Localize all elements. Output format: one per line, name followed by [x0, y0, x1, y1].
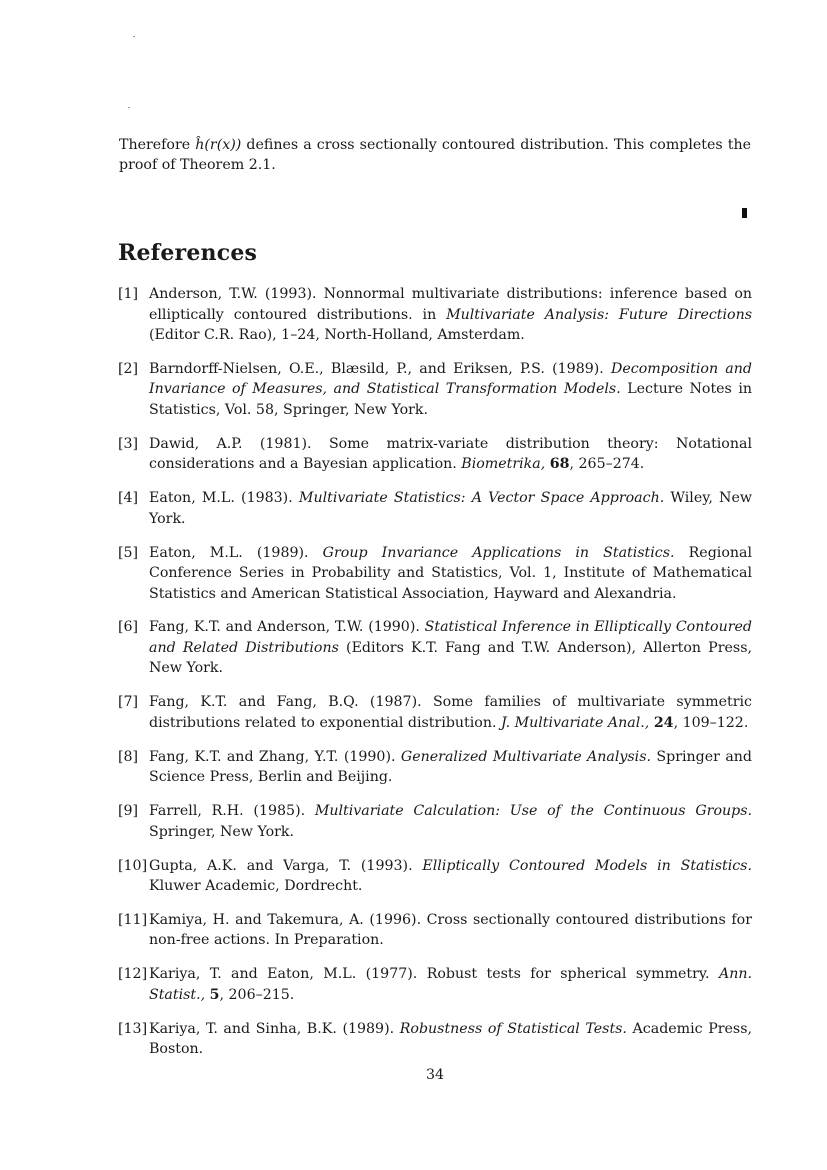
reference-text-segment: Multivariate Analysis: Future Directions: [446, 306, 752, 323]
reference-text-segment: Kariya, T. and Eaton, M.L. (1977). Robust tests for spherical symmetry.: [149, 966, 719, 983]
reference-text-segment: , 109–122.: [673, 714, 749, 731]
reference-text-segment: J. Multivariate Anal.,: [500, 714, 650, 731]
reference-text-segment: Eaton, M.L. (1983).: [149, 490, 299, 507]
reference-text: [149, 912, 752, 949]
reference-item: [118, 284, 752, 346]
reference-item: [118, 692, 752, 733]
reference-text: [149, 286, 752, 343]
reference-text: [149, 490, 752, 527]
reference-text-segment: Robustness of Statistical Tests.: [399, 1020, 627, 1037]
reference-text: [149, 694, 752, 731]
reference-number: [13]: [118, 1020, 148, 1037]
reference-text-segment: (Editors K.T. Fang and T.W. Anderson), Allerton Press, New York.: [149, 639, 752, 677]
references-heading: References: [118, 240, 258, 266]
reference-item: [118, 434, 752, 475]
reference-text-segment: Generalized Multivariate Analysis.: [400, 748, 652, 765]
reference-number: [2]: [118, 360, 139, 377]
reference-text-segment: Springer, New York.: [149, 823, 295, 840]
reference-number: [1]: [118, 286, 139, 302]
reference-text-segment: Decomposition and Invariance of Measures, and Statistical Transformation Models.: [149, 360, 752, 398]
reference-item: [118, 617, 752, 679]
intro-prefix: Therefore: [119, 137, 196, 153]
reference-text-segment: Kamiya, H. and Takemura, A. (1996). Cross sectionally contoured distributions for non-free actions. In Preparation.: [149, 911, 752, 949]
reference-text-segment: Statistical Inference in Elliptically Contoured and Related Distributions: [149, 619, 752, 656]
reference-text: [149, 1021, 752, 1058]
reference-item: [118, 543, 752, 605]
reference-number: [6]: [118, 619, 139, 636]
reference-text: [149, 803, 752, 840]
reference-number: [11]: [118, 911, 148, 928]
reference-number: [8]: [118, 748, 139, 765]
reference-text-segment: Fang, K.T. and Anderson, T.W. (1990).: [149, 619, 425, 636]
closing-paragraph: [119, 135, 751, 175]
reference-item: [118, 964, 752, 1005]
reference-text-segment: Multivariate Statistics: A Vector Space Approach.: [298, 490, 665, 507]
reference-item: [118, 488, 752, 529]
reference-text: [149, 749, 752, 786]
reference-text-segment: Lecture Notes in Statistics, Vol. 58, Springer, New York.: [149, 381, 752, 418]
intro-suffix: defines a cross sectionally contoured distribution. This completes the proof of Theorem 2.1.: [119, 137, 752, 173]
scan-speck: [133, 36, 135, 37]
reference-item: [118, 910, 752, 951]
intro-math: ĥ(r(x)): [195, 137, 242, 153]
reference-text-segment: 24: [653, 714, 674, 731]
reference-number: [12]: [118, 966, 148, 983]
reference-text-segment: Kariya, T. and Sinha, B.K. (1989).: [149, 1020, 400, 1037]
reference-text-segment: Wiley, New York.: [149, 490, 753, 527]
reference-text-segment: Regional Conference Series in Probability and Statistics, Vol. 1, Institute of Mathematical Statistics and American Statistical Association, Hayward and Alexandria.: [149, 544, 752, 602]
scan-speck: [128, 107, 130, 108]
reference-text-segment: Dawid, A.P. (1981). Some matrix-variate distribution theory: Notational considerations and a Bayesian application.: [149, 435, 752, 473]
reference-text-segment: Gupta, A.K. and Varga, T. (1993).: [149, 857, 423, 874]
reference-text-segment: 5: [209, 986, 220, 1003]
reference-number: [3]: [118, 435, 139, 452]
reference-text-segment: Biometrika,: [461, 456, 546, 473]
reference-number: [5]: [118, 544, 139, 561]
reference-text-segment: Barndorff-Nielsen, O.E., Blæsild, P., and Eriksen, P.S. (1989).: [149, 360, 612, 377]
reference-number: [4]: [118, 490, 139, 507]
reference-text-segment: Ann. Statist.,: [149, 966, 752, 1003]
reference-number: [9]: [118, 803, 139, 820]
reference-number: [10]: [118, 857, 148, 874]
reference-text-segment: Elliptically Contoured Models in Statistics.: [422, 857, 752, 874]
reference-text-segment: Eaton, M.L. (1989).: [149, 544, 323, 561]
reference-number: [7]: [118, 694, 139, 711]
reference-text-segment: Fang, K.T. and Zhang, Y.T. (1990).: [149, 748, 401, 765]
reference-text-segment: Springer and Science Press, Berlin and Beijing.: [149, 748, 752, 786]
reference-text-segment: Fang, K.T. and Fang, B.Q. (1987). Some families of multivariate symmetric distributions related to exponential distribution.: [149, 694, 752, 731]
reference-text: [149, 545, 752, 602]
reference-item: [118, 747, 752, 788]
reference-list: [118, 284, 752, 1073]
reference-text: [149, 619, 752, 676]
reference-text-segment: Farrell, R.H. (1985).: [149, 803, 315, 820]
reference-item: [118, 1019, 752, 1060]
reference-item: [118, 856, 752, 897]
page-number: 34: [425, 1067, 445, 1083]
reference-text-segment: Multivariate Calculation: Use of the Continuous Groups.: [314, 803, 752, 820]
reference-text: [149, 436, 752, 473]
reference-text: [149, 858, 752, 895]
reference-text-segment: Academic Press, Boston.: [149, 1020, 753, 1058]
reference-text-segment: , 265–274.: [569, 456, 645, 473]
reference-item: [118, 359, 752, 421]
reference-text-segment: Group Invariance Applications in Statistics.: [322, 544, 675, 561]
reference-text-segment: Kluwer Academic, Dordrecht.: [149, 878, 363, 895]
reference-text-segment: Anderson, T.W. (1993). Nonnormal multivariate distributions: inference based on elliptically contoured distributions. in: [149, 286, 752, 323]
qed-mark: [742, 208, 747, 218]
reference-text-segment: 68: [549, 456, 570, 473]
reference-text: [149, 361, 752, 418]
reference-text: [149, 966, 752, 1003]
reference-text-segment: , 206–215.: [219, 986, 295, 1003]
reference-item: [118, 801, 752, 842]
reference-text-segment: (Editor C.R. Rao), 1–24, North-Holland, Amsterdam.: [149, 327, 525, 343]
